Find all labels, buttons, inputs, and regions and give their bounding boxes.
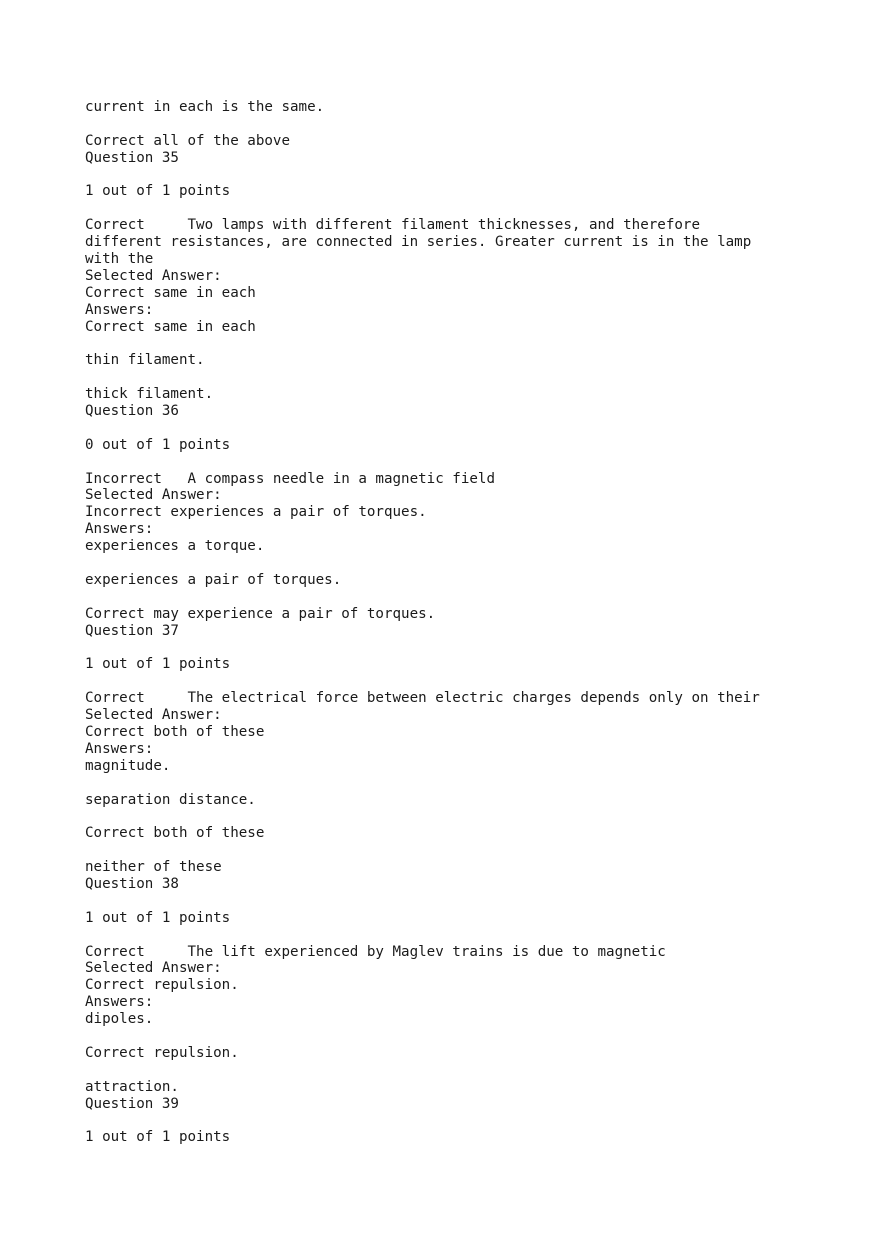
question-heading: Question 38	[85, 875, 179, 892]
blank-line	[85, 454, 805, 471]
blank-line	[85, 1028, 805, 1045]
blank-line	[85, 420, 805, 437]
points-line: 1 out of 1 points	[85, 183, 231, 200]
text-line: Correct all of the above	[85, 132, 290, 149]
answer-option: magnitude.	[85, 757, 171, 774]
selected-answer: Correct repulsion.	[85, 977, 239, 994]
blank-line	[85, 842, 805, 859]
blank-line	[85, 1062, 805, 1079]
blank-line	[85, 1112, 805, 1129]
answer-option: Correct same in each	[85, 318, 256, 335]
answer-option: Correct repulsion.	[85, 1044, 239, 1061]
question-text: Incorrect A compass needle in a magnetic field	[85, 470, 495, 487]
question-text: Correct The lift experienced by Maglev trains is due to magnetic	[85, 943, 666, 960]
question-heading: Question 37	[85, 622, 179, 639]
blank-line	[85, 775, 805, 792]
answer-option: Correct may experience a pair of torques.	[85, 605, 436, 622]
blank-line	[85, 555, 805, 572]
document-text	[85, 99, 805, 1146]
question-text: Correct The electrical force between electric charges depends only on their	[85, 690, 760, 707]
answers-label: Answers:	[85, 994, 154, 1011]
selected-answer-label: Selected Answer:	[85, 487, 222, 504]
answer-option: separation distance.	[85, 791, 256, 808]
answers-label: Answers:	[85, 301, 154, 318]
blank-line	[85, 808, 805, 825]
blank-line	[85, 927, 805, 944]
blank-line	[85, 369, 805, 386]
answer-option: neither of these	[85, 859, 222, 876]
answer-option: experiences a torque.	[85, 538, 265, 555]
question-heading: Question 36	[85, 403, 179, 420]
question-text: Correct Two lamps with different filament thicknesses, and therefore	[85, 217, 700, 234]
answer-option: thin filament.	[85, 352, 205, 369]
blank-line	[85, 167, 805, 184]
blank-line	[85, 673, 805, 690]
selected-answer: Incorrect experiences a pair of torques.	[85, 504, 427, 521]
answer-option: attraction.	[85, 1078, 179, 1095]
blank-line	[85, 893, 805, 910]
question-heading: Question 35	[85, 149, 179, 166]
question-heading: Question 39	[85, 1095, 179, 1112]
answer-option: experiences a pair of torques.	[85, 571, 342, 588]
selected-answer-label: Selected Answer:	[85, 267, 222, 284]
points-line: 0 out of 1 points	[85, 436, 231, 453]
blank-line	[85, 640, 805, 657]
blank-line	[85, 589, 805, 606]
answers-label: Answers:	[85, 521, 154, 538]
answer-option: dipoles.	[85, 1011, 154, 1028]
points-line: 1 out of 1 points	[85, 656, 231, 673]
question-text: different resistances, are connected in series. Greater current is in the lamp	[85, 234, 752, 251]
selected-answer-label: Selected Answer:	[85, 707, 222, 724]
question-text: with the	[85, 251, 154, 268]
points-line: 1 out of 1 points	[85, 1129, 231, 1146]
answer-option: thick filament.	[85, 386, 214, 403]
blank-line	[85, 335, 805, 352]
selected-answer-label: Selected Answer:	[85, 960, 222, 977]
answers-label: Answers:	[85, 740, 154, 757]
answer-option: Correct both of these	[85, 825, 265, 842]
selected-answer: Correct same in each	[85, 284, 256, 301]
text-line: current in each is the same.	[85, 99, 325, 115]
points-line: 1 out of 1 points	[85, 909, 231, 926]
selected-answer: Correct both of these	[85, 723, 265, 740]
blank-line	[85, 116, 805, 133]
blank-line	[85, 200, 805, 217]
